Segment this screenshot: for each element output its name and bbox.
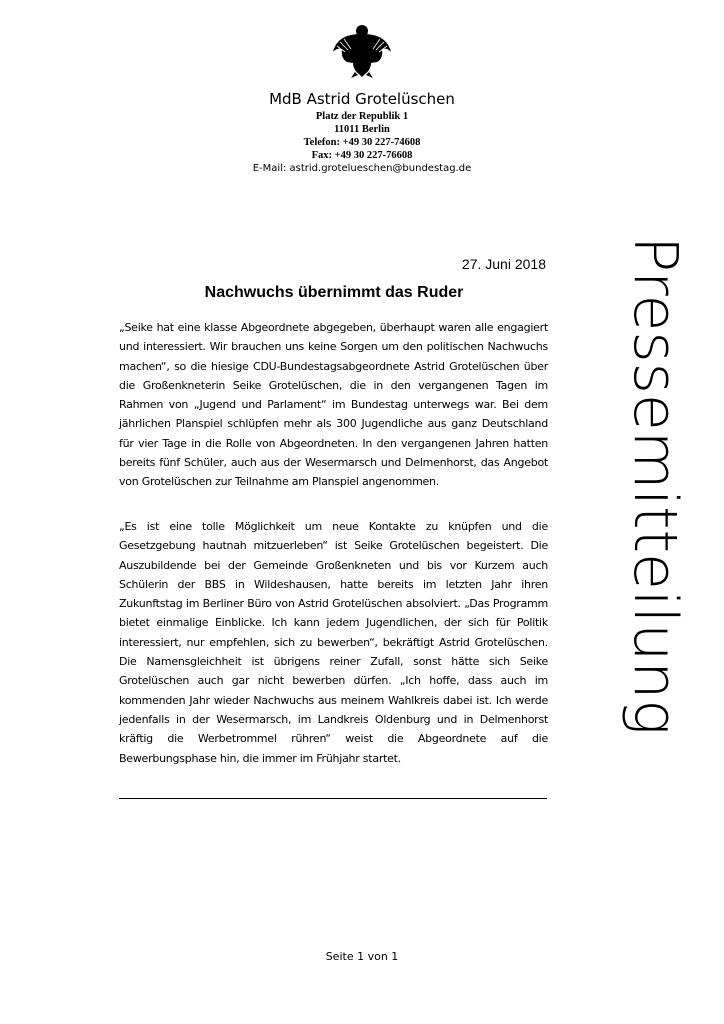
divider-line bbox=[119, 798, 547, 799]
sender-phone: Telefon: +49 30 227-74608 bbox=[303, 137, 421, 148]
body-paragraph-1: „Seike hat eine klasse Abgeordnete abgegeben, überhaupt waren alle engagiert und interessiert. Wir brauchen uns keine Sorgen um den politischen Nachwuchs machen“, so die hiesige CDU-Bundestagsabgeordnete Astrid Grotelüschen über die Großenkneterin Seike Grotelüschen, die in den vergangenen Tagen im Rahmen von „Jugend und Parlament“ im Bundestag unterwegs war. Bei dem jährlichen Planspiel schlüpfen mehr als 300 Jugendliche aus ganz Deutschland für vier Tage in die Rolle von Abgeordneten. In den vergangenen Jahren hatten bereits fünf Schüler, auch aus der Wesermarsch und Delmenhorst, das Angebot von Grotelüschen zur Teilnahme am Planspiel angenommen. bbox=[119, 321, 548, 489]
sender-city: 11011 Berlin bbox=[334, 124, 390, 135]
body-paragraph-2: „Es ist eine tolle Möglichkeit um neue Kontakte zu knüpfen und die Gesetzgebung hautnah mitzuerleben“ ist Seike Grotelüschen begeistert. Die Auszubildende bei der Gemeinde Großenkneten und bis vor Kurzem auch Schülerin der BBS in Wildeshausen, hatte bereits im letzten Jahr ihren Zukunftstag im Berliner Büro von Astrid Grotelüschen absolviert. „Das Programm bietet einmalige Einblicke. Ich kann jedem Jugendlichen, der sich für Politik interessiert, nur empfehlen, sich zu bewerben“, bekräftigt Astrid Grotelüschen. Die Namensgleichheit ist übrigens reiner Zufall, sonst hätte sich Seike Grotelüschen auch gar nicht bewerben dürfen. „Ich hoffe, dass auch im kommenden Jahr wieder Nachwuchs aus meinem Wahlkreis dabei ist. Ich werde jedenfalls in der Wesermarsch, im Landkreis Oldenburg und in Delmenhorst kräftig die Werbetrommel rühren“ weist die Abgeordnete auf die Bewerbungsphase hin, die immer im Frühjahr startet. bbox=[119, 520, 548, 765]
page-number: Seite 1 von 1 bbox=[325, 950, 399, 963]
release-date: 27. Juni 2018 bbox=[461, 256, 546, 272]
headline: Nachwuchs übernimmt das Ruder bbox=[204, 284, 464, 301]
press-release-side-title bbox=[620, 110, 690, 862]
federal-eagle-icon bbox=[331, 22, 393, 78]
sender-name: MdB Astrid Grotelüschen bbox=[269, 90, 455, 108]
sender-email: E-Mail: astrid.grotelueschen@bundestag.de bbox=[252, 163, 472, 174]
sender-fax: Fax: +49 30 227-76608 bbox=[311, 150, 413, 161]
sender-address: Platz der Republik 1 bbox=[315, 111, 409, 122]
side-title-text: Pressemitteilung bbox=[620, 236, 690, 736]
